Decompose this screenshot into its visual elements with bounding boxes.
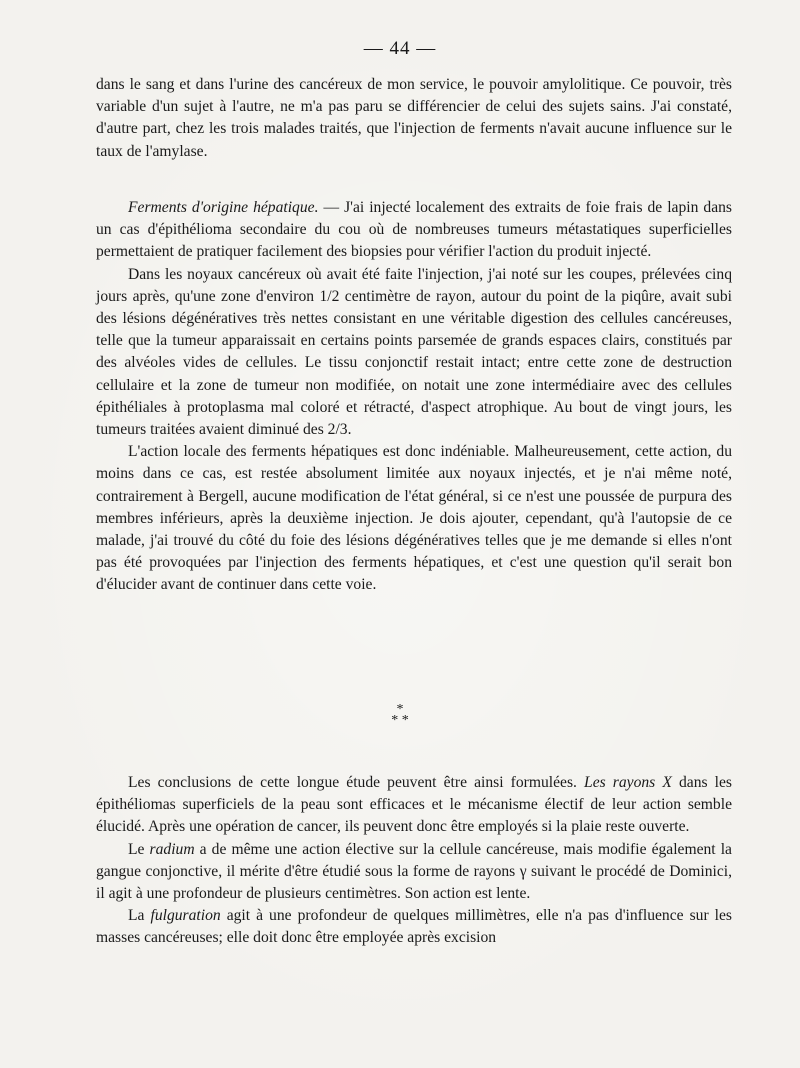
paragraph: Dans les noyaux cancéreux où avait été faite l'injection, j'ai noté sur les coupes, prélevées cinq jours après, qu'une zone d'environ 1/2 centimètre de rayon, autour du point de la piqûre, avait subi des lésions dégénératives très nettes consistant en une véritable digestion des cellules cancéreuses, telle que la tumeur apparaissait en certains points parsemée de grands espaces clairs, constitués par des alvéoles vides de cellules. Le tissu conjonctif restait intact; entre cette zone de destruction cellulaire et la zone de tumeur non modifiée, on notait une zone intermédiaire avec des cellules épithéliales à protoplasma mal coloré et rétracté, d'aspect atrophique. Au bout de vingt jours, les tumeurs traitées avaient diminué des 2/3. bbox=[96, 265, 732, 439]
page-number: — 44 — bbox=[363, 38, 437, 59]
separator-star-bottom: * * bbox=[391, 713, 409, 728]
paragraph bbox=[96, 839, 732, 906]
text-block-intro bbox=[96, 74, 732, 163]
paragraph-text: dans les épithéliomas superficiels de la peau sont efficaces et le mécanisme électif de leur action semble élucidé. Après une opération de cancer, ils peuvent donc être employés si la plaie reste ouverte. bbox=[96, 774, 732, 836]
paragraph bbox=[96, 772, 732, 839]
paragraph bbox=[96, 197, 732, 264]
section-title: Ferments d'origine hépatique. bbox=[128, 199, 319, 216]
emphasis-term: fulguration bbox=[150, 907, 221, 925]
paragraph bbox=[96, 905, 732, 949]
emphasis-term: Les rayons X bbox=[584, 774, 672, 791]
paragraph: L'action locale des ferments hépatiques est donc indéniable. Malheureusement, cette action, du moins dans ce cas, est restée absolument limitée aux noyaux injectés, et je n'ai même noté, contrairement à Bergell, aucune modification de l'état général, si ce n'est une poussée de purpura des membres inférieurs, après la deuxième injection. Je dois ajouter, cependant, qu'à l'autopsie de ce malade, j'ai trouvé du côté du foie des lésions dégénératives telles que je me demande si elles n'ont pas été provoquées par l'injection des ferments hépatiques, et c'est une question qu'il serait bon d'élucider avant de continuer dans cette voie. bbox=[96, 443, 732, 594]
paragraph-text: a de même une action élective sur la cellule cancéreuse, mais modifie également la gangue conjonctive, il mérite d'être étudié sous la forme de rayons γ suivant le procédé de Dominici, il agit à une profondeur de plusieurs centimètres. Son action est lente. bbox=[96, 840, 732, 903]
section-separator bbox=[0, 704, 800, 726]
paragraph-text: Le bbox=[128, 840, 150, 858]
paragraph: dans le sang et dans l'urine des cancéreux de mon service, le pouvoir amylolitique. Ce pouvoir, très variable d'un sujet à l'autre, ne m'a pas paru se différencier de celui des sujets sains. J'ai constaté, d'autre part, chez les trois malades traités, que l'injection de ferments n'avait aucune influence sur le taux de l'amylase. bbox=[96, 76, 732, 160]
paragraph-text: — J'ai injecté localement des extraits de foie frais de lapin dans un cas d'épithélioma secondaire du cou où de nombreuses tumeurs métastatiques superficielles permettaient de pratiquer facilement des biopsies pour vérifier l'action du produit injecté. bbox=[96, 199, 732, 261]
text-block-conclusions bbox=[96, 772, 732, 950]
separator-star-top: * bbox=[396, 702, 404, 717]
paragraph-text: agit à une profondeur de quelques millimètres, elle n'a pas d'influence sur les masses cancéreuses; elle doit donc être employée après excision bbox=[96, 907, 732, 947]
text-block-hepatic-ferments bbox=[96, 197, 732, 597]
paragraph-text: La bbox=[128, 907, 151, 925]
emphasis-term: radium bbox=[149, 840, 195, 858]
paragraph-text: Les conclusions de cette longue étude peuvent être ainsi formulées. bbox=[128, 774, 585, 791]
